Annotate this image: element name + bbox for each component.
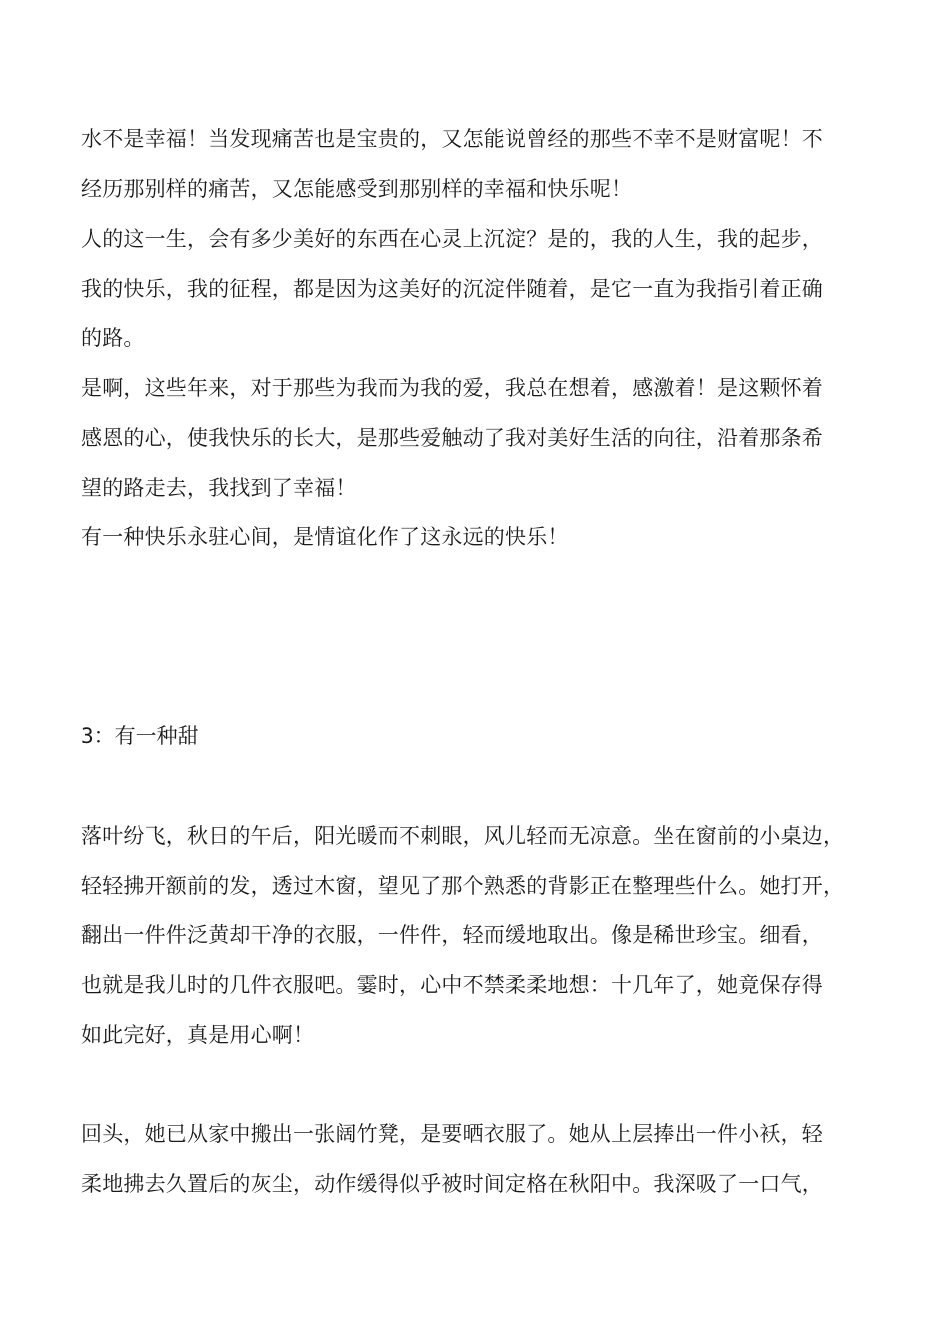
paragraph-line: 感恩的心，使我快乐的长大，是那些爱触动了我对美好生活的向往，沿着那条希 (81, 426, 823, 450)
paragraph-line: 落叶纷飞，秋日的午后，阳光暖而不刺眼，风儿轻而无凉意。坐在窗前的小桌边， (81, 824, 845, 848)
paragraph-line: 人的这一生，会有多少美好的东西在心灵上沉淀？是的，我的人生，我的起步， (81, 227, 823, 251)
paragraph-line: 如此完好，真是用心啊！ (81, 1023, 315, 1047)
paragraph-line: 也就是我儿时的几件衣服吧。霎时，心中不禁柔柔地想：十几年了，她竟保存得 (81, 973, 823, 997)
paragraph-line: 轻轻拂开额前的发，透过木窗，望见了那个熟悉的背影正在整理些什么。她打开， (81, 874, 845, 898)
paragraph-line: 翻出一件件泛黄却干净的衣服，一件件，轻而缓地取出。像是稀世珍宝。细看， (81, 923, 823, 947)
paragraph-line: 的路。 (81, 326, 145, 350)
paragraph-line: 是啊，这些年来，对于那些为我而为我的爱，我总在想着，感激着！是这颗怀着 (81, 376, 823, 400)
paragraph-line: 经历那别样的痛苦，又怎能感受到那别样的幸福和快乐呢！ (81, 177, 633, 201)
paragraph-line: 有一种快乐永驻心间，是情谊化作了这永远的快乐！ (81, 525, 569, 549)
paragraph-line: 我的快乐，我的征程，都是因为这美好的沉淀伴随着，是它一直为我指引着正确 (81, 277, 823, 301)
paragraph-line: 望的路走去，我找到了幸福！ (81, 476, 357, 500)
paragraph-line: 水不是幸福！当发现痛苦也是宝贵的，又怎能说曾经的那些不幸不是财富呢！不 (81, 127, 823, 151)
section-heading: 3：有一种甜 (81, 724, 199, 748)
paragraph-line: 回头，她已从家中搬出一张阔竹凳，是要晒衣服了。她从上层捧出一件小袄，轻 (81, 1122, 823, 1146)
paragraph-line: 柔地拂去久置后的灰尘，动作缓得似乎被时间定格在秋阳中。我深吸了一口气， (81, 1172, 823, 1196)
